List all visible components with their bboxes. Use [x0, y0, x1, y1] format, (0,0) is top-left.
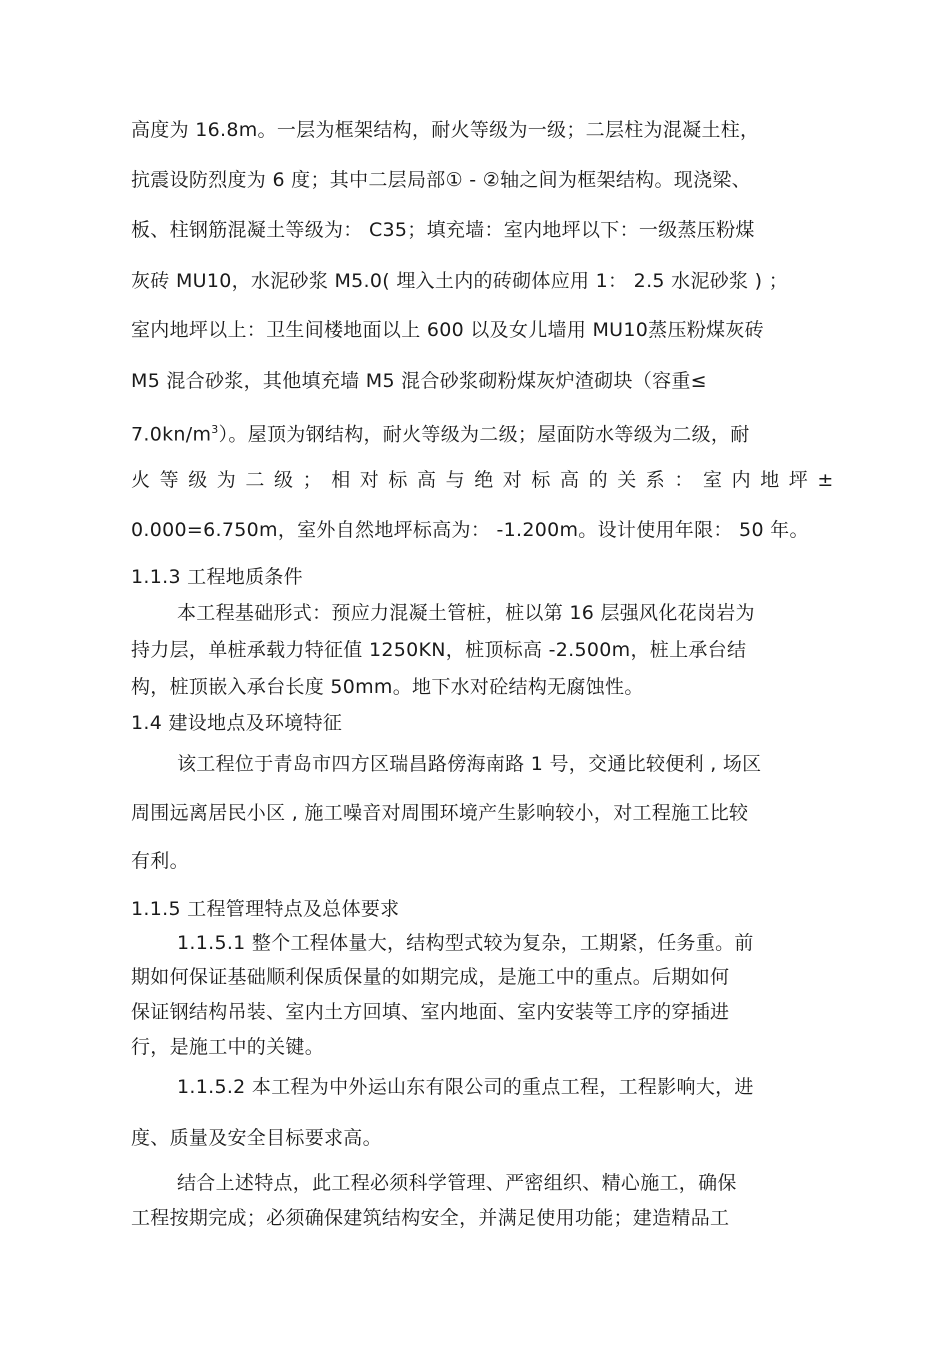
text-line: 灰砖 MU10，水泥砂浆 M5.0( 埋入土内的砖砌体应用 1： 2.5 水泥砂浆 ) ； [131, 270, 789, 292]
text-line: 1.1.5.1 整个工程体量大，结构型式较为复杂，工期紧，任务重。前 [177, 932, 754, 954]
text-line: 本工程基础形式：预应力混凝土管桩，桩以第 16 层强风化花岗岩为 [177, 602, 755, 624]
text-line: M5 混合砂浆，其他填充墙 M5 混合砂浆砌粉煤灰炉渣砌块（容重≤ [131, 370, 707, 392]
text-line: 期如何保证基础顺利保质保量的如期完成，是施工中的重点。后期如何 [131, 966, 730, 988]
superscript: 3 [211, 423, 219, 436]
line-continuation: ）。屋顶为钢结构，耐火等级为二级；屋面防水等级为二级，耐 [218, 423, 750, 446]
text-line: 度、质量及安全目标要求高。 [131, 1127, 382, 1149]
text-line: 抗震设防烈度为 6 度；其中二层局部① - ②轴之间为框架结构。现浇梁、 [131, 169, 751, 191]
text-line: 行，是施工中的关键。 [131, 1036, 325, 1058]
section-heading: 1.1.5 工程管理特点及总体要求 [131, 898, 400, 920]
text-line: 保证钢结构吊装、室内土方回填、室内地面、室内安装等工序的穿插进 [131, 1001, 730, 1023]
text-line: 构，桩顶嵌入承台长度 50mm。地下水对砼结构无腐蚀性。 [131, 676, 644, 698]
section-heading: 1.1.3 工程地质条件 [131, 566, 303, 588]
text-line: 工程按期完成；必须确保建筑结构安全，并满足使用功能；建造精品工 [131, 1207, 730, 1229]
text-line: 0.000=6.750m，室外自然地坪标高为： -1.200m。设计使用年限： 50 年。 [131, 519, 809, 541]
text-line: 1.1.5.2 本工程为中外运山东有限公司的重点工程，工程影响大，进 [177, 1076, 754, 1098]
text-line: 该工程位于青岛市四方区瑞昌路傍海南路 1 号，交通比较便利 , 场区 [177, 753, 762, 775]
section-heading: 1.4 建设地点及环境特征 [131, 712, 343, 734]
text-line: 结合上述特点，此工程必须科学管理、严密组织、精心施工，确保 [177, 1172, 737, 1194]
unit-text: 7.0kn/m [131, 423, 212, 446]
text-line: 高度为 16.8m。一层为框架结构，耐火等级为一级；二层柱为混凝土柱， [131, 119, 760, 141]
text-line: 持力层，单桩承载力特征值 1250KN，桩顶标高 -2.500m，桩上承台结 [131, 639, 747, 661]
text-line: 有利。 [131, 850, 189, 872]
text-line: 火等级为二级；相对标高与绝对标高的关系：室内地坪± [131, 469, 843, 491]
text-line [131, 418, 750, 446]
text-line: 板、柱钢筋混凝土等级为： C35；填充墙：室内地坪以下：一级蒸压粉煤 [131, 219, 755, 241]
text-line: 室内地坪以上：卫生间楼地面以上 600 以及女儿墙用 MU10蒸压粉煤灰砖 [131, 319, 764, 341]
text-line: 周围远离居民小区 , 施工噪音对周围环境产生影响较小，对工程施工比较 [131, 802, 749, 824]
